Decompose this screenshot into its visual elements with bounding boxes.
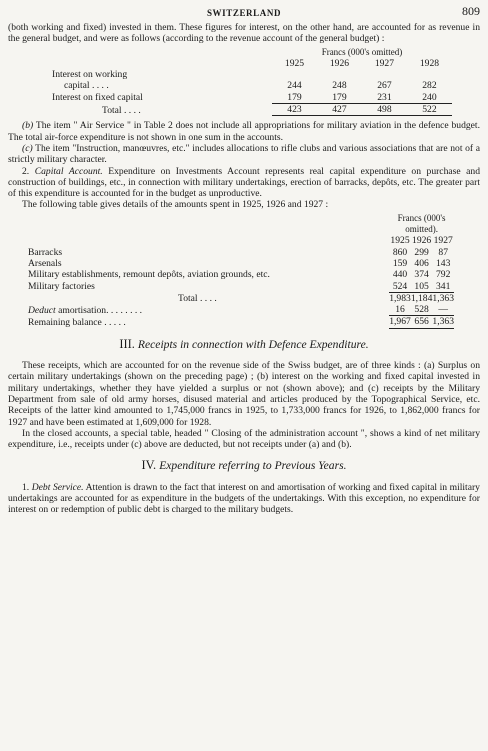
table2-year: 1926 [412,235,432,247]
section-title: Expenditure referring to Previous Years. [159,459,347,473]
table-cell: 524 [389,281,411,293]
table-row [28,247,454,258]
paragraph-text: The item "Instruction, manœuvres, etc." includes allocations to rifle clubs and various associations that are not of a strictly military character. [8,142,480,166]
row-label: Total . . . . [178,292,217,304]
table-cell: 406 [414,257,429,269]
table-cell: — [432,304,454,316]
section-heading-iv [8,460,480,471]
table-cell: 1,983 [389,292,411,304]
paragraph-text: The item " Air Service " in Table 2 does not include all appropriations for military aviation in the defence budget. The total air-force expenditure is not shown in one sum in the accounts. [8,120,480,143]
paragraph-marker: (c) [22,142,33,154]
section4-paragraph-1 [8,482,480,516]
paragraph-capital-account [8,166,480,200]
row-label: Remaining balance . . . . . [28,316,126,328]
table-cell: 159 [392,257,408,269]
intro-paragraph: (both working and fixed) invested in them. These figures for interest, on the other hand, are accounted for as revenue in the general budget, and were as follows (according to the revenue account of the general budget) : [8,22,480,45]
table-cell: 374 [414,269,429,281]
table-cell: 282 [422,80,437,92]
table-cell: 792 [436,269,451,281]
table-cell: 179 [317,92,362,104]
row-label: Arsenals [28,257,62,269]
table1-year: 1926 [329,57,350,69]
table1-year: 1925 [284,57,305,69]
table2-year: 1925 [390,235,410,247]
table-cell: 860 [392,246,408,258]
table-cell: 440 [392,269,408,281]
table2-caption: Francs (000's omitted). [397,212,446,235]
table-row [28,258,454,269]
table-row [52,69,452,80]
table-cell: 341 [432,281,454,293]
deduct-label: Deduct [28,304,56,316]
table-remaining-row [28,316,454,328]
section-numeral: III. [119,336,135,351]
table-cell: 1,363 [432,316,454,328]
section3-paragraph-2: In the closed accounts, a special table, headed " Closing of the administration account ", shows a kind of net military expenditure, i.e., receipts under (c) above are deducted, but not receipts under (a) and (b). [8,427,480,451]
row-label: Military establishments, remount depôts, aviation grounds, etc. [28,269,270,281]
capital-table [28,213,454,329]
table-total-row [28,292,454,304]
table2-header-row [28,235,454,246]
table-cell: 498 [362,104,407,116]
table1-header-row [52,58,452,69]
row-label: Interest on fixed capital [52,92,143,104]
paragraph-marker: (b) [22,120,34,132]
section-numeral: IV. [141,458,157,473]
section3-paragraph-1: These receipts, which are accounted for on the revenue side of the Swiss budget, are of three kinds : (a) Surplus on certain military undertakings (shown on the preceding page) ; (b) interest on the working and fixed capital invested in military undertakings, whether they have yielded a surplus or not (shown above); and (c) receipts by the Military Department from sale of old army horses, disused material and articles produced by the Topographical Service, etc. Receipts of the latter kind amounted to 1,745,000 francs in 1925, to 1,733,000 francs for 1926, to 1,862,000 francs for 1927 and have been estimated at 1,609,000 for 1928. [8,360,480,428]
row-label: Military factories [28,281,95,293]
table-row [28,269,454,280]
table-cell: 16 [389,304,411,316]
table-cell: 87 [438,246,448,258]
table-deduct-row [28,304,454,316]
paragraph-text: Expenditure on Investments Account represents real capital expenditure on purchase and construction of buildings, etc., in connection with military undertakings, erection of barracks, depôts, etc. The greater part of this expenditure is accounted for in the budget as unproductive. [8,165,480,200]
table-cell: 179 [272,92,317,104]
paragraph-text: Attention is drawn to the fact that interest on and amortisation of working and fixed capital in military undertakings are accounted for as expenditure in the budgets of the undertakings. With this exception, no expenditure for interest on or redemption of public debt is charged to the military budgets. [8,481,480,516]
document-page [8,0,480,516]
paragraph-c [8,143,480,166]
table-cell: 423 [272,104,317,116]
row-label: Interest on working [52,69,128,81]
row-label: Barracks [28,246,63,258]
table-total-row [52,104,452,116]
deduct-label-rest: amortisation. . . . . . . . [58,304,143,316]
table-cell: 656 [411,316,433,328]
header-title: SWITZERLAND [206,8,282,18]
table-cell: 1,967 [389,316,411,328]
interest-table [52,47,452,117]
paragraph-number: 2. [22,165,30,177]
table-cell: 522 [407,104,452,116]
page-number: 809 [462,4,480,18]
table-cell: 248 [332,80,347,92]
table-cell: 1,363 [432,292,454,304]
row-label: Total . . . . [102,104,141,116]
paragraph-b [8,120,480,143]
table-row [28,281,454,293]
running-header [8,6,480,22]
row-label [28,304,389,316]
table-cell: 427 [317,104,362,116]
table1-year: 1927 [374,57,395,69]
row-label: capital . . . . [64,80,109,92]
table-cell: 528 [411,304,433,316]
table-cell: 105 [411,281,433,293]
table-cell: 240 [407,92,452,104]
table-cell: 1,184 [410,292,433,304]
paragraph-heading: Capital Account. [34,165,103,177]
table-cell: 244 [287,80,302,92]
table-row [52,92,452,104]
paragraph-heading: Debt Service. [31,481,84,493]
paragraph-table-intro: The following table gives details of the amounts spent in 1925, 1926 and 1927 : [22,199,329,211]
table1-year: 1928 [419,57,440,69]
table-cell: 267 [377,80,392,92]
table2-year: 1927 [433,235,453,247]
section-title: Receipts in connection with Defence Expenditure. [137,337,369,351]
table-cell: 143 [436,257,451,269]
table1-caption: Francs (000's omitted) [321,46,403,57]
table-cell: 231 [362,92,407,104]
table-cell: 299 [414,246,429,258]
section-heading-iii [8,336,480,351]
paragraph-number: 1. [22,481,30,493]
table-row [52,80,452,91]
